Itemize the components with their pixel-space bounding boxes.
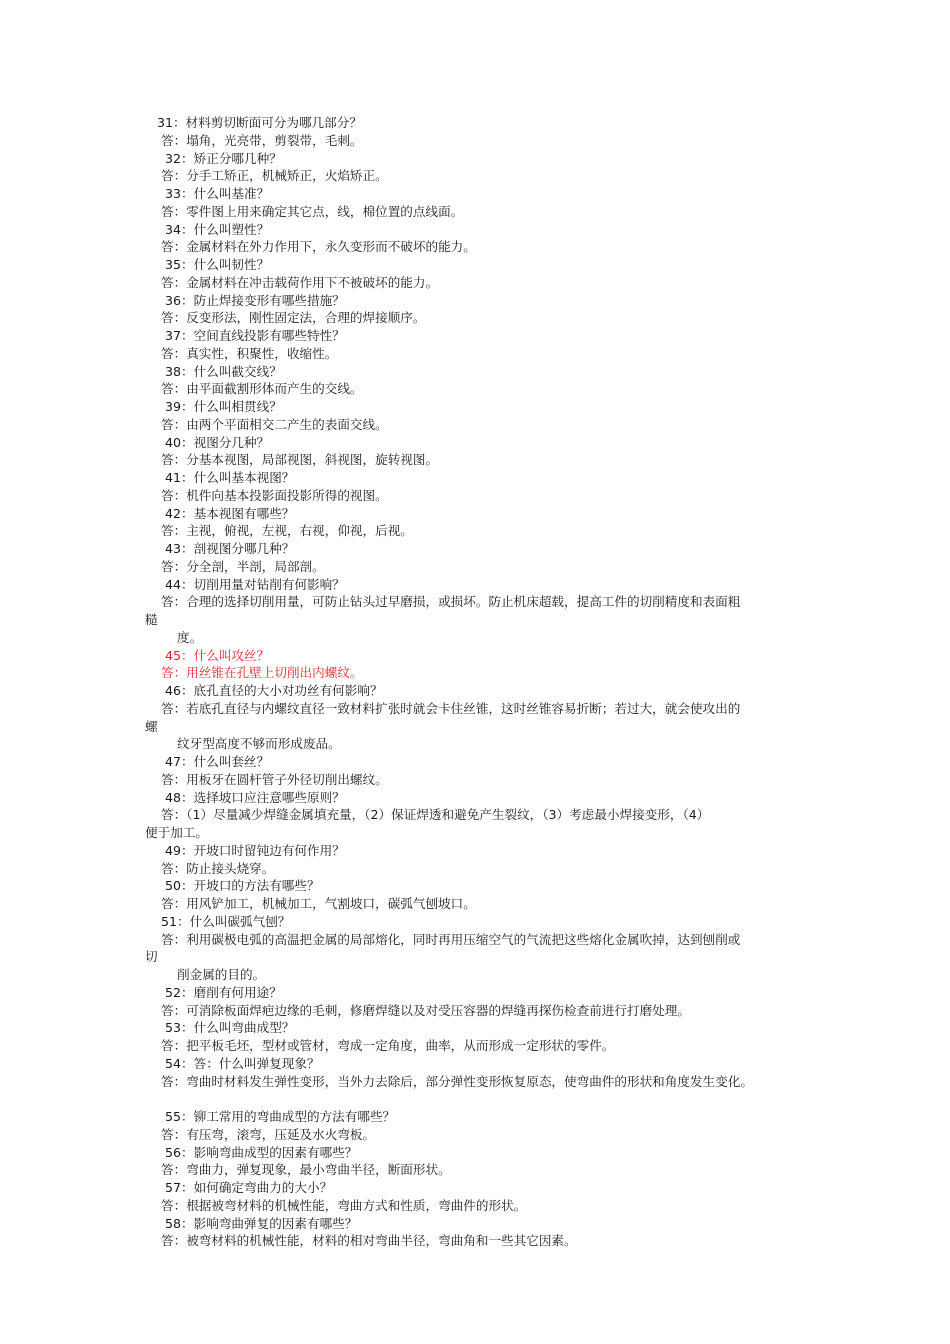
text-line: 40：视图分几种？: [145, 434, 270, 450]
text-line: 44：切削用量对钻削有何影响？: [145, 576, 345, 592]
text-line: 56：影响弯曲成型的因素有哪些？: [145, 1144, 358, 1160]
text-line: 切: [145, 949, 158, 965]
text-line: 49：开坡口时留钝边有何作用？: [145, 842, 345, 858]
text-line: 答：由平面截割形体而产生的交线。: [145, 381, 363, 397]
text-line: 33：什么叫基准？: [145, 186, 270, 201]
text-line: 答：由两个平面相交二产生的表面交线。: [145, 416, 388, 432]
text-line: 答：根据被弯材料的机械性能，弯曲方式和性质，弯曲件的形状。: [145, 1197, 527, 1213]
text-line: 答：分全剖，半剖，局部剖。: [145, 558, 325, 574]
text-line: 36：防止焊接变形有哪些措施？: [145, 292, 345, 308]
text-line: 55：铆工常用的弯曲成型的方法有哪些？: [145, 1109, 396, 1124]
text-line: 46：底孔直径的大小对功丝有何影响？: [145, 683, 383, 698]
text-line: 53：什么叫弯曲成型？: [145, 1020, 295, 1036]
text-line: 答：合理的选择切削用量，可防止钻头过早磨损，或损坏。防止机床超载，提高工件的切削精度和表面粗: [145, 594, 741, 610]
text-line: 47：什么叫套丝？: [145, 754, 270, 769]
text-line: 39：什么叫相贯线？: [145, 399, 282, 414]
text-line: 答：金属材料在冲击载荷作用下不被破坏的能力。: [145, 274, 439, 290]
text-line: 答：真实性，积聚性，收缩性。: [145, 345, 338, 361]
text-line: 38：什么叫截交线？: [145, 363, 282, 379]
text-line: 答：利用碳极电弧的高温把金属的局部熔化，同时再用压缩空气的气流把这些熔化金属吹掉，达到刨削或: [145, 931, 741, 947]
document-body: [145, 114, 845, 1250]
text-line: 答：主视，俯视，左视，右视，仰视，后视。: [145, 523, 413, 539]
text-line: 48：选择坡口应注意哪些原则？: [145, 789, 345, 805]
text-line: 纹牙型高度不够而形成废品。: [145, 736, 341, 752]
text-line: 答：反变形法，刚性固定法，合理的焊接顺序。: [145, 310, 426, 326]
text-line: 答：用板牙在圆杆管子外径切削出螺纹。: [145, 771, 388, 787]
text-line: 31：材料剪切断面可分为哪几部分？: [145, 115, 362, 130]
text-line: 螺: [145, 718, 158, 734]
text-line: 答：弯曲时材料发生弹性变形，当外力去除后，部分弹性变形恢复原态，使弯曲件的形状和角度发生变化。: [145, 1073, 753, 1089]
text-line: 答：机件向基本投影面投影所得的视图。: [145, 487, 388, 503]
text-line: 答：防止接头烧穿。: [145, 860, 275, 876]
text-line: 答：用风铲加工，机械加工，气割坡口，碳弧气刨坡口。: [145, 896, 476, 911]
text-line: 43：剖视图分哪几种？: [145, 541, 295, 556]
text-line: 57：如何确定弯曲力的大小？: [145, 1180, 333, 1195]
text-line: 答：用丝锥在孔壁上切削出内螺纹。: [145, 665, 363, 681]
text-line: 答：分手工矫正，机械矫正，火焰矫正。: [145, 168, 388, 184]
text-line: 答：有压弯，滚弯，压延及水火弯板。: [145, 1126, 376, 1142]
text-line: 答：金属材料在外力作用下，永久变形而不破坏的能力。: [145, 239, 476, 255]
text-line: 51：什么叫碳弧气刨？: [145, 913, 291, 929]
text-line: 37：空间直线投影有哪些特性？: [145, 328, 345, 343]
text-line: 糙: [145, 612, 158, 627]
text-line: 42：基本视图有哪些？: [145, 505, 295, 521]
text-line: 54：答：什么叫弹复现象？: [145, 1055, 320, 1071]
text-line: 50：开坡口的方法有哪些？: [145, 878, 320, 894]
text-line: 答：弯曲力，弹复现象，最小弯曲半径，断面形状。: [145, 1162, 451, 1178]
text-line: 32：矫正分哪几种？: [145, 150, 282, 166]
text-line: 答：塌角，光亮带，剪裂带，毛刺。: [145, 132, 363, 148]
text-line: 答：被弯材料的机械性能，材料的相对弯曲半径，弯曲角和一些其它因素。: [145, 1233, 577, 1249]
text-line: 52：磨削有何用途？: [145, 984, 282, 1000]
text-line: [145, 1090, 845, 1108]
text-line: 度。: [145, 629, 203, 645]
text-line: 答：把平板毛坯，型材或管材，弯成一定角度，曲率，从而形成一定形状的零件。: [145, 1038, 615, 1053]
text-line: 答：可消除板面焊疤边缘的毛刺，修磨焊缝以及对受压容器的焊缝再探伤检查前进行打磨处理。: [145, 1002, 690, 1018]
text-line: 答：（1）尽量减少焊缝金属填充量，（2）保证焊透和避免产生裂纹，（3）考虑最小焊接变形，（4）: [145, 807, 710, 823]
text-line: 便于加工。: [145, 825, 208, 840]
text-line: 35：什么叫韧性？: [145, 257, 270, 272]
text-line: 答：分基本视图，局部视图，斜视图，旋转视图。: [145, 452, 439, 468]
text-line: 答：若底孔直径与内螺纹直径一致材料扩张时就会卡住丝锥，这时丝锥容易折断；若过大，就会使攻出的: [145, 700, 741, 716]
text-line: 41：什么叫基本视图？: [145, 470, 295, 485]
text-line: 45：什么叫攻丝？: [145, 647, 270, 663]
text-line: 答：零件图上用来确定其它点，线，棉位置的点线面。: [145, 203, 464, 219]
text-line: 削金属的目的。: [145, 967, 266, 982]
text-line: 34：什么叫塑性？: [145, 221, 270, 237]
text-line: 58：影响弯曲弹复的因素有哪些？: [145, 1215, 358, 1231]
